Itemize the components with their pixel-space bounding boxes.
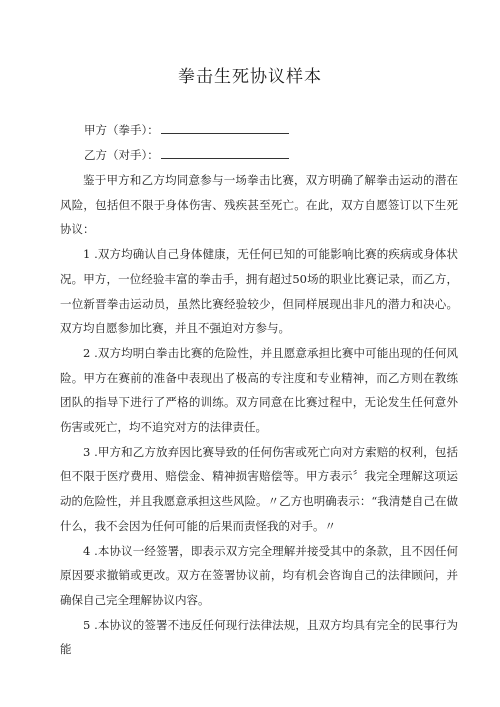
party-b-signature-line (161, 146, 289, 159)
document-title: 拳击生死协议样本 (178, 67, 322, 87)
clause-3-paragraph: 3 .甲方和乙方放弃因比赛导致的任何伤害或死亡向对方索赔的权利，包括但不限于医疗费用、赔偿金、精神损害赔偿等。甲方表示〞我完全理解这项运动的危险性，并且我愿意承担这些风险。〃乙方也明确表示：“我清楚自己在做什么，我不会因为任何可能的后果而责怪我的对手。〃 (60, 444, 458, 533)
party-b-label: 乙方（对手）： (84, 148, 159, 162)
clause-4-paragraph: 4 .本协议一经签署，即表示双方完全理解并接受其中的条款，且不因任何原因要求撤销或更改。双方在签署协议前，均有机会咨询自己的法律顾问，并确保自己完全理解协议内容。 (60, 543, 458, 607)
party-a-label: 甲方（拳手）： (84, 123, 159, 137)
clause-2-paragraph: 2 .双方均明白拳击比赛的危险性，并且愿意承担比赛中可能出现的任何风险。甲方在赛前的准备中表现出了极高的专注度和专业精神，而乙方则在教练团队的指导下进行了严格的训练。双方同意在比赛过程中，无论发生任何意外伤害或死亡，均不追究对方的法律责任。 (60, 345, 458, 435)
agreement-body (60, 168, 458, 662)
clause-1-paragraph: 1 .双方均确认自己身体健康，无任何已知的可能影响比赛的疾病或身体状况。甲方，一位经验丰富的拳击手，拥有超过50场的职业比赛记录，而乙方，一位新晋拳击运动员，虽然比赛经验较少，但同样展现出非凡的潜力和决心。双方均自愿参加比赛，并且不强迫对方参与。 (60, 247, 458, 336)
preamble-paragraph: 鉴于甲方和乙方均同意参与一场拳击比赛，双方明确了解拳击运动的潜在风险，包括但不限于身体伤害、残疾甚至死亡。在此，双方自愿签订以下生死协议： (60, 173, 458, 237)
party-a-row (84, 121, 289, 138)
clause-5-paragraph: 5 .本协议的签署不违反任何现行法律法规，且双方均具有完全的民事行为能 (60, 617, 458, 657)
party-b-row (84, 146, 289, 163)
party-a-signature-line (161, 121, 289, 134)
